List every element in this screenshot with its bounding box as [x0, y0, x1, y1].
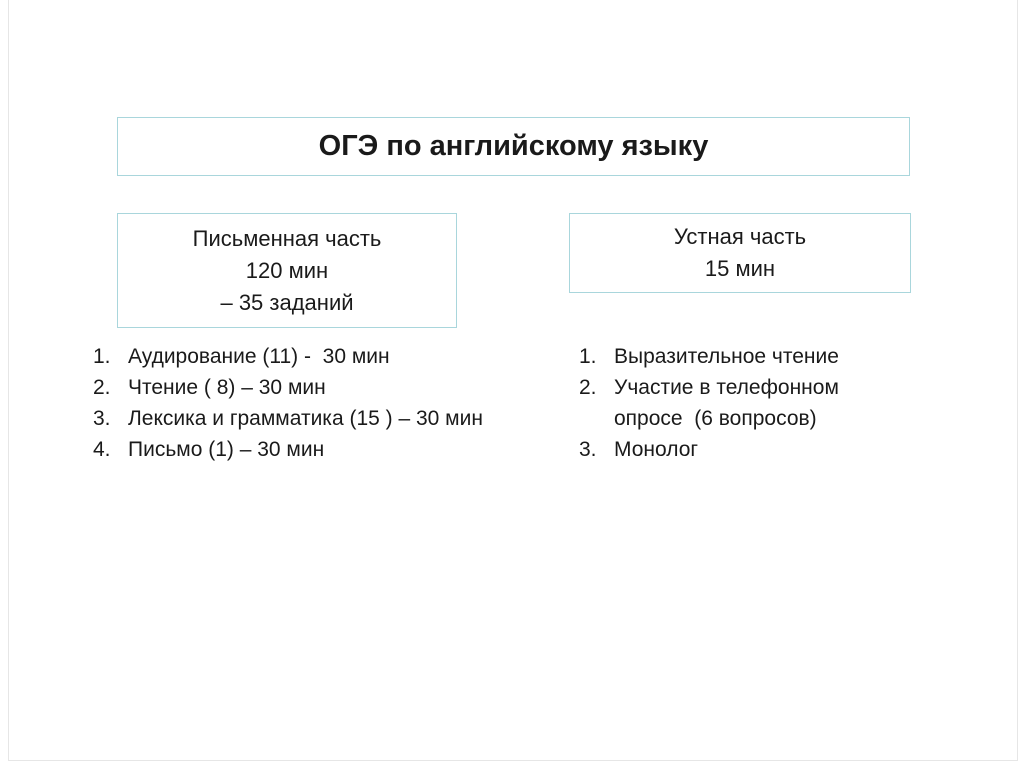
list-item-text: Аудирование (11) - 30 мин [128, 345, 390, 368]
list-item-text: Чтение ( 8) – 30 мин [128, 376, 326, 399]
written-part-box [117, 213, 457, 328]
list-item-number: 3. [93, 407, 111, 430]
oral-task-list [579, 341, 899, 465]
list-item-text: Выразительное чтение [614, 345, 839, 368]
list-item [93, 372, 563, 403]
list-item-text: Письмо (1) – 30 мин [128, 438, 325, 461]
oral-part-duration: 15 мин [704, 256, 776, 281]
written-task-list [93, 341, 563, 465]
list-item-text: Лексика и грамматика (15 ) – 30 мин [128, 407, 483, 430]
list-item [93, 403, 563, 434]
list-item-number: 2. [579, 376, 597, 399]
oral-part-heading: Устная часть [673, 224, 807, 249]
oral-part-box [569, 213, 911, 293]
written-part-heading: Письменная часть [192, 225, 382, 251]
list-item-number: 4. [93, 438, 111, 461]
list-item-text: Монолог [614, 438, 699, 461]
list-item [579, 434, 899, 465]
list-item [93, 341, 563, 372]
list-item-number: 3. [579, 438, 597, 461]
slide-title: ОГЭ по английскому языку [318, 130, 709, 162]
list-item-number: 2. [93, 376, 111, 399]
list-item-text: Участие в телефонном опросе (6 вопросов) [614, 376, 839, 430]
title-box [117, 117, 910, 176]
written-part-duration: 120 мин [245, 257, 329, 283]
slide [8, 0, 1018, 761]
list-item [579, 372, 899, 434]
list-item [579, 341, 899, 372]
list-item-number: 1. [93, 345, 111, 368]
written-part-tasks: – 35 заданий [220, 289, 354, 315]
list-item [93, 434, 563, 465]
list-item-number: 1. [579, 345, 597, 368]
